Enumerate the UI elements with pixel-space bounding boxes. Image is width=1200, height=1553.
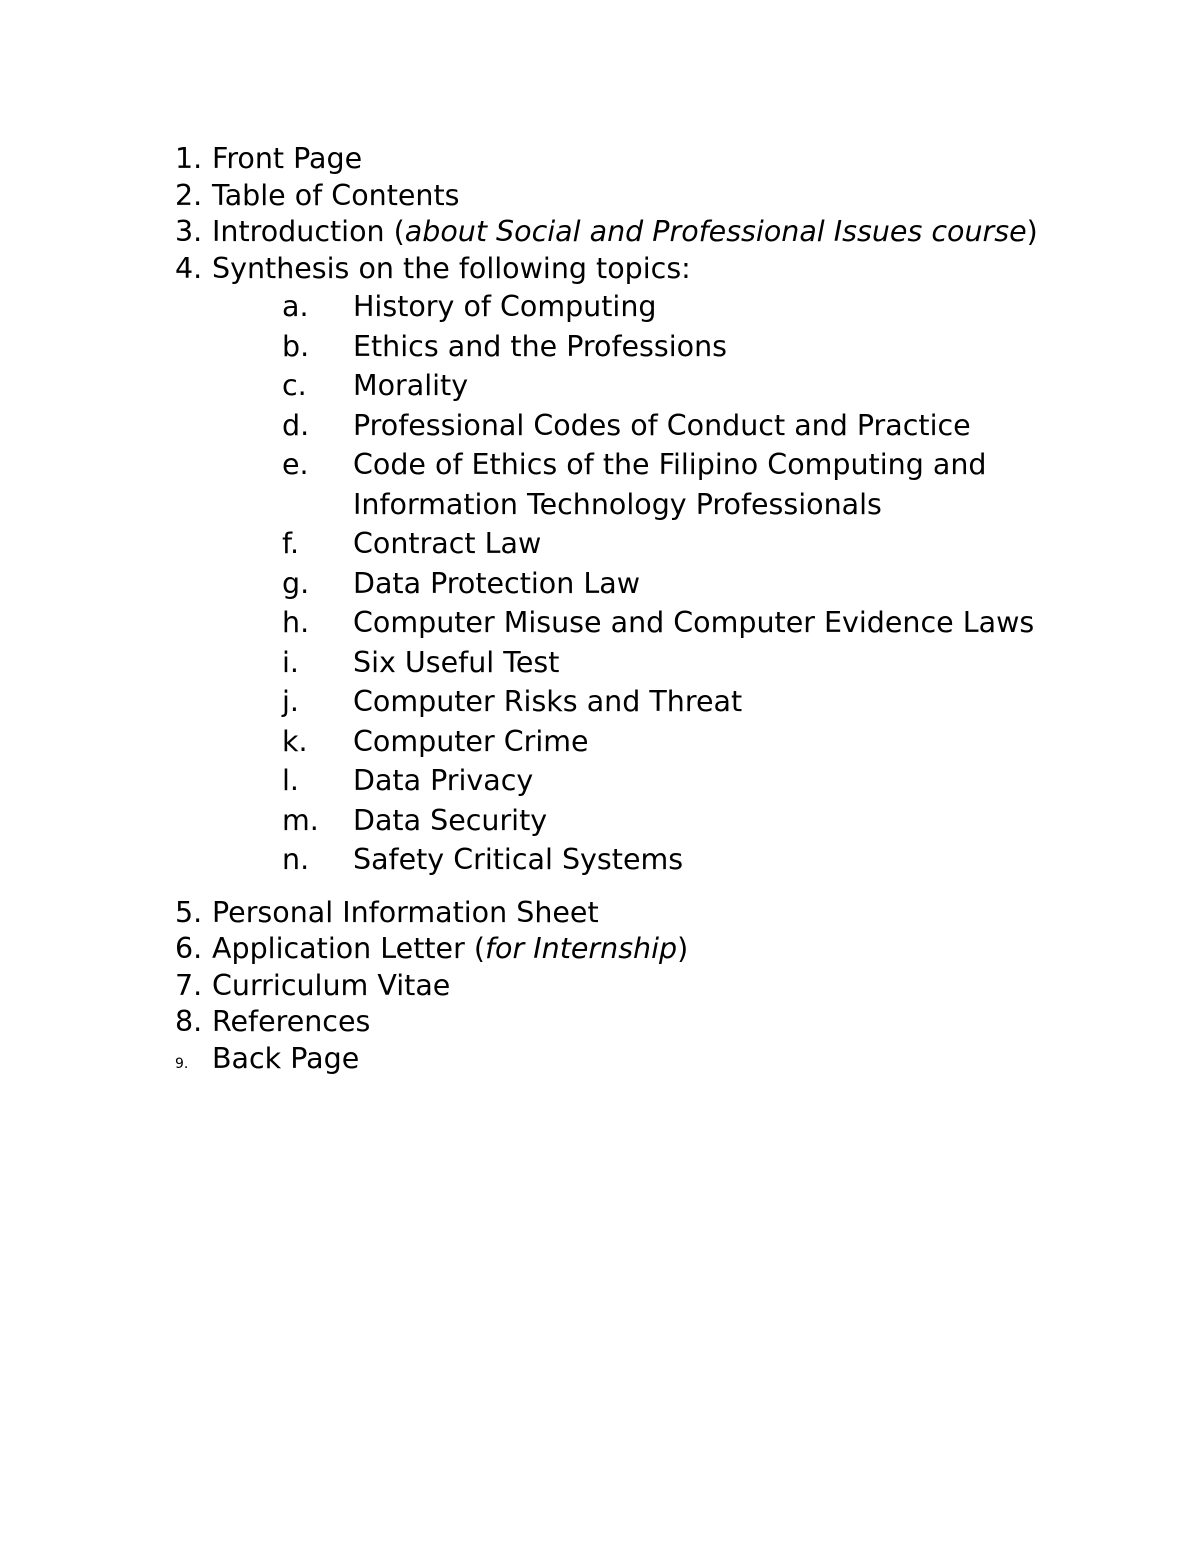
topic-text: Computer Risks and Threat <box>353 685 743 718</box>
topic-item <box>175 287 1075 327</box>
topic-text: Computer Crime <box>353 724 589 758</box>
topic-item <box>175 840 1075 880</box>
item-text: References <box>212 1005 371 1038</box>
topic-text: Data Protection Law <box>353 566 641 600</box>
topic-item <box>175 564 1075 604</box>
item-text-italic: about Social and Professional Issues course <box>404 215 1027 248</box>
item-number: 5. <box>175 895 203 929</box>
item-number: 6. <box>175 932 203 965</box>
topic-letter: d. <box>282 408 310 442</box>
list-item-introduction <box>175 214 1042 251</box>
list-item <box>175 1041 1075 1078</box>
topic-letter: n. <box>282 843 310 876</box>
topic-item <box>175 406 1075 446</box>
topic-sublist <box>175 287 1075 880</box>
topic-letter: e. <box>282 448 309 481</box>
topic-text: Morality <box>353 369 469 402</box>
item-text: Table of Contents <box>212 178 460 212</box>
list-item <box>175 1004 1075 1041</box>
topic-letter: f. <box>282 527 300 560</box>
item-text-italic: for Internship <box>485 932 678 965</box>
topic-letter: i. <box>282 645 299 679</box>
item-number: 8. <box>175 1005 203 1038</box>
topic-item <box>175 603 1075 643</box>
topic-text: Computer Misuse and Computer Evidence Laws <box>353 606 1035 639</box>
topic-letter: m. <box>282 803 319 837</box>
topic-item <box>175 643 1075 683</box>
topic-item <box>175 524 1075 564</box>
topic-text: Ethics and the Professions <box>353 329 727 363</box>
topic-item <box>175 366 1075 406</box>
item-text-close: ) <box>1026 215 1038 248</box>
topic-text: Data Security <box>353 803 548 837</box>
list-item-synthesis <box>175 251 1075 288</box>
topic-text: Data Privacy <box>353 764 534 797</box>
topic-letter: g. <box>282 566 310 600</box>
outline-list <box>175 141 1075 1077</box>
item-text: Personal Information Sheet <box>212 895 599 929</box>
item-number: 3. <box>175 215 203 248</box>
topic-letter: j. <box>282 685 299 718</box>
item-text: Curriculum Vitae <box>212 968 451 1002</box>
topic-letter: b. <box>282 329 310 363</box>
topic-item <box>175 761 1075 801</box>
topic-letter: k. <box>282 724 308 758</box>
item-text: Front Page <box>212 142 363 175</box>
list-item <box>175 141 1075 178</box>
item-text: Application Letter ( <box>212 932 485 965</box>
item-text: Synthesis on the following topics: <box>212 251 691 285</box>
item-number: 1. <box>175 142 203 175</box>
item-text: Introduction ( <box>212 215 405 248</box>
topic-item <box>175 722 1075 762</box>
item-text-close: ) <box>677 932 689 965</box>
topic-item <box>175 445 1075 524</box>
topic-text: Professional Codes of Conduct and Practice <box>353 408 971 442</box>
topic-text: Contract Law <box>353 527 542 560</box>
topic-letter: h. <box>282 606 310 639</box>
item-number: 2. <box>175 178 203 212</box>
topic-text: Code of Ethics of the Filipino Computing and Information Technology Professionals <box>353 448 987 521</box>
item-text: Back Page <box>212 1041 360 1075</box>
list-item <box>175 968 1075 1005</box>
list-item <box>175 895 1075 932</box>
topic-text: Six Useful Test <box>353 645 560 679</box>
topic-text: Safety Critical Systems <box>353 843 684 876</box>
topic-item <box>175 327 1075 367</box>
topic-item <box>175 682 1075 722</box>
topic-item <box>175 801 1075 841</box>
topic-text: History of Computing <box>353 290 657 323</box>
list-item-application-letter <box>175 931 1075 968</box>
item-number: 7. <box>175 968 203 1002</box>
topic-letter: a. <box>282 290 309 323</box>
topic-letter: l. <box>282 764 299 797</box>
topic-letter: c. <box>282 369 307 402</box>
spacer <box>175 880 1075 895</box>
list-item <box>175 178 1075 215</box>
item-number: 9. <box>175 1055 189 1072</box>
item-number: 4. <box>175 251 203 285</box>
